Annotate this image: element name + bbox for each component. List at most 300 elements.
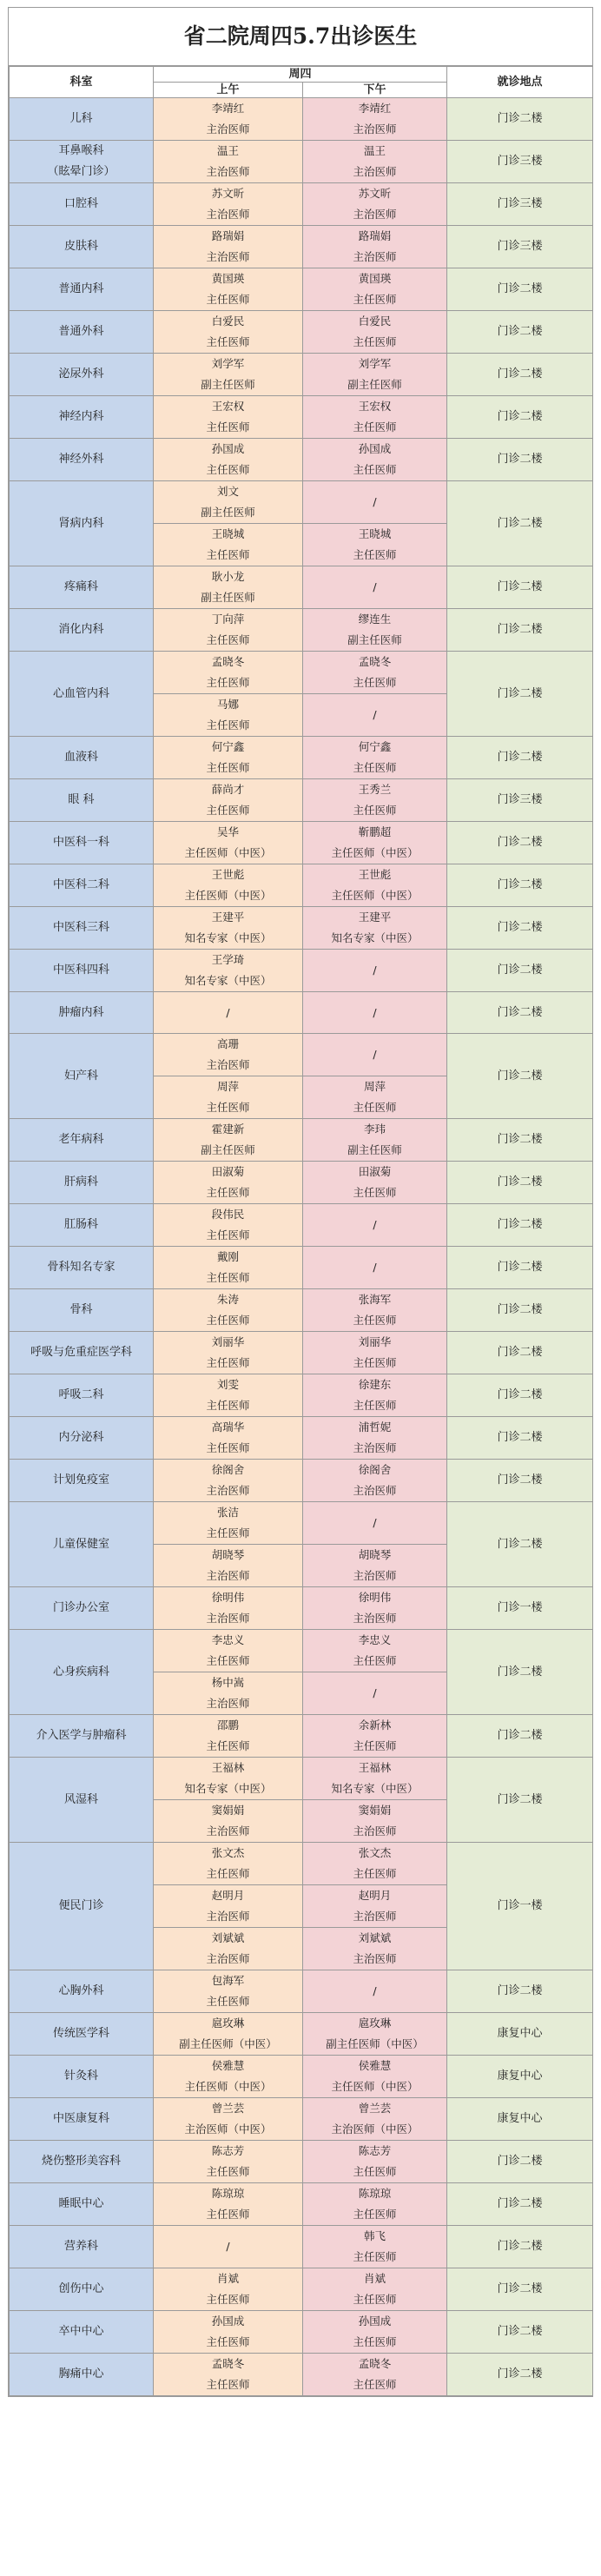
table-row <box>10 2354 593 2396</box>
doctor-title: 副主任医师（中医） <box>326 2037 424 2050</box>
doctor-name: 朱涛 <box>216 1293 239 1306</box>
dept-cell <box>10 1247 154 1289</box>
doctor-name: 路瑞娟 <box>211 229 245 242</box>
doctor-title: 主治医师 <box>206 1484 250 1497</box>
am-doctor-cell <box>154 822 303 864</box>
dept-cell <box>10 1289 154 1332</box>
doctor-title: 主任医师 <box>206 2378 250 2391</box>
location-cell <box>447 1119 593 1162</box>
doctor-name: 路瑞娟 <box>358 229 392 242</box>
header-pm: 下午 <box>303 83 447 98</box>
pm-doctor-cell <box>303 864 447 907</box>
table-row <box>10 1162 593 1204</box>
table-row <box>10 907 593 950</box>
doctor-name: 刘学军 <box>211 357 245 370</box>
doctor-name: 孟晓冬 <box>358 655 392 668</box>
doctor-title: 主任医师 <box>206 633 250 646</box>
table-row <box>10 396 593 439</box>
doctor-title: 主任医师 <box>206 2335 250 2348</box>
doctor-name: 陈琼琼 <box>211 2187 245 2200</box>
pm-doctor-cell <box>303 1545 447 1587</box>
location-label: 门诊二楼 <box>497 2282 543 2295</box>
pm-doctor-cell <box>303 1162 447 1204</box>
doctor-name: 何宁鑫 <box>358 740 392 753</box>
doctor-name: 徐阁舍 <box>358 1463 392 1476</box>
table-row <box>10 1247 593 1289</box>
am-doctor-cell <box>154 1843 303 1885</box>
doctor-name: 侯雅慧 <box>211 2059 245 2072</box>
dept-label: 呼吸二科 <box>58 1388 104 1401</box>
doctor-title: 主治医师 <box>353 1824 397 1838</box>
doctor-title: 主任医师 <box>206 1101 250 1114</box>
table-row <box>10 1587 593 1630</box>
doctor-name: 靳鹏超 <box>358 825 392 838</box>
location-label: 门诊二楼 <box>497 410 543 423</box>
doctor-title: 主任医师 <box>206 421 250 434</box>
dept-label: 中医康复科 <box>52 2112 109 2125</box>
doctor-title: 主任医师 <box>353 2208 397 2221</box>
location-label: 门诊二楼 <box>497 1431 543 1444</box>
dept-cell <box>10 864 154 907</box>
location-label: 门诊二楼 <box>497 623 543 636</box>
am-doctor-cell <box>154 1247 303 1289</box>
dept-cell <box>10 566 154 609</box>
location-cell <box>447 950 593 992</box>
doctor-title: 主任医师 <box>353 548 397 561</box>
dept-label: 胸痛中心 <box>58 2367 104 2381</box>
am-doctor-cell <box>154 779 303 822</box>
doctor-title: 主任医师 <box>206 761 250 774</box>
doctor-title: 知名专家（中医） <box>331 931 419 944</box>
schedule-table <box>9 66 593 2396</box>
doctor-name: 胡晓琴 <box>211 1548 245 1561</box>
location-label: 门诊三楼 <box>497 197 543 210</box>
doctor-title: 主治医师（中医） <box>331 2122 419 2136</box>
doctor-name: 浦哲妮 <box>358 1420 392 1434</box>
doctor-name: 黄国瑛 <box>358 272 392 285</box>
dept-label: 心身疾病科 <box>52 1665 109 1679</box>
dept-cell <box>10 1587 154 1630</box>
doctor-name: 徐建东 <box>358 1378 392 1391</box>
doctor-name: / <box>373 1516 377 1529</box>
location-label: 门诊三楼 <box>497 793 543 806</box>
table-row <box>10 1119 593 1162</box>
header-am: 上午 <box>154 83 303 98</box>
doctor-name: 王建平 <box>358 911 392 924</box>
location-cell <box>447 396 593 439</box>
table-row <box>10 2311 593 2354</box>
location-label: 门诊一楼 <box>497 1899 543 1912</box>
dept-cell <box>10 2056 154 2098</box>
am-doctor-cell <box>154 2141 303 2183</box>
doctor-name: 耿小龙 <box>211 570 245 583</box>
doctor-title: 主任医师 <box>206 2293 250 2306</box>
doctor-title: 主任医师 <box>353 1101 397 1114</box>
table-row <box>10 737 593 779</box>
location-label: 门诊二楼 <box>497 1729 543 1742</box>
table-row <box>10 1034 593 1076</box>
doctor-name: 扈玫琳 <box>211 2016 245 2030</box>
doctor-title: 主任医师（中医） <box>331 889 419 902</box>
doctor-name: 窦娟娟 <box>211 1804 245 1817</box>
dept-label: 针灸科 <box>63 2069 98 2083</box>
am-doctor-cell <box>154 737 303 779</box>
doctor-name: 孟晓冬 <box>211 655 245 668</box>
location-label: 门诊二楼 <box>497 1473 543 1487</box>
location-label: 门诊二楼 <box>497 1792 543 1806</box>
dept-cell <box>10 1119 154 1162</box>
doctor-title: 主治医师 <box>353 1910 397 1923</box>
dept-cell <box>10 481 154 566</box>
dept-label: 儿科 <box>69 112 93 125</box>
dept-label: 中医科一科 <box>52 836 109 849</box>
dept-cell <box>10 2141 154 2183</box>
doctor-name: 白爱民 <box>211 315 245 328</box>
dept-cell <box>10 652 154 737</box>
am-doctor-cell <box>154 2354 303 2396</box>
location-label: 门诊二楼 <box>497 2155 543 2168</box>
doctor-name: 苏文昕 <box>358 187 392 200</box>
am-doctor-cell <box>154 1630 303 1672</box>
dept-label: 风湿科 <box>63 1792 98 1806</box>
location-cell <box>447 1715 593 1758</box>
pm-doctor-cell <box>303 2311 447 2354</box>
doctor-title: 知名专家（中医） <box>184 931 272 944</box>
am-doctor-cell <box>154 2226 303 2268</box>
am-doctor-cell <box>154 439 303 481</box>
doctor-name: 丁向萍 <box>211 613 245 626</box>
doctor-name: 张海军 <box>358 1293 392 1306</box>
table-row <box>10 1460 593 1502</box>
dept-label: 卒中中心 <box>58 2325 104 2338</box>
pm-doctor-cell <box>303 268 447 311</box>
doctor-title: 主任医师 <box>353 1739 397 1752</box>
doctor-name: / <box>373 1686 377 1699</box>
dept-label: 普通外科 <box>58 325 104 338</box>
pm-doctor-cell <box>303 779 447 822</box>
doctor-name: 孟晓冬 <box>358 2357 392 2370</box>
doctor-name: 肖斌 <box>216 2272 239 2285</box>
doctor-title: 主治医师 <box>353 1441 397 1454</box>
doctor-title: 主任医师（中医） <box>184 846 272 859</box>
doctor-name: 王福林 <box>211 1761 245 1774</box>
table-row <box>10 439 593 481</box>
doctor-name: 温王 <box>364 144 386 157</box>
am-doctor-cell <box>154 2268 303 2311</box>
table-row <box>10 1289 593 1332</box>
doctor-name: 邵鹏 <box>216 1718 239 1732</box>
doctor-title: 主治医师 <box>353 250 397 263</box>
location-cell <box>447 737 593 779</box>
doctor-title: 主治医师 <box>206 1569 250 1582</box>
location-cell <box>447 1587 593 1630</box>
am-doctor-cell <box>154 354 303 396</box>
doctor-title: 主任医师（中医） <box>184 2080 272 2093</box>
table-row <box>10 950 593 992</box>
location-label: 门诊二楼 <box>497 1388 543 1401</box>
doctor-title: 主任医师 <box>353 1867 397 1880</box>
pm-doctor-cell <box>303 992 447 1034</box>
dept-cell <box>10 907 154 950</box>
doctor-title: 主任医师 <box>353 2378 397 2391</box>
doctor-name: 韩飞 <box>364 2229 386 2242</box>
doctor-name: / <box>373 580 377 593</box>
doctor-title: 副主任医师 <box>201 506 255 519</box>
dept-label: 睡眠中心 <box>58 2197 104 2210</box>
location-cell <box>447 1034 593 1119</box>
am-doctor-cell <box>154 1332 303 1374</box>
doctor-name: 陈志芳 <box>211 2144 245 2157</box>
doctor-name: 曾兰芸 <box>211 2102 245 2115</box>
location-label: 门诊二楼 <box>497 516 543 530</box>
doctor-name: 侯雅慧 <box>358 2059 392 2072</box>
doctor-title: 主治医师 <box>206 208 250 221</box>
doctor-name: 高珊 <box>216 1037 239 1050</box>
location-cell <box>447 1843 593 1970</box>
doctor-title: 主任医师 <box>353 804 397 817</box>
doctor-title: 主任医师 <box>206 1995 250 2008</box>
am-doctor-cell <box>154 1162 303 1204</box>
pm-doctor-cell <box>303 1204 447 1247</box>
pm-doctor-cell <box>303 2268 447 2311</box>
dept-cell <box>10 1332 154 1374</box>
doctor-name: 刘雯 <box>216 1378 239 1391</box>
doctor-title: 主任医师 <box>206 1314 250 1327</box>
location-label: 门诊二楼 <box>497 1069 543 1083</box>
pm-doctor-cell <box>303 1885 447 1928</box>
table-row <box>10 609 593 652</box>
location-label: 门诊二楼 <box>497 2325 543 2338</box>
table-row <box>10 2056 593 2098</box>
table-row <box>10 2098 593 2141</box>
doctor-name: 李靖红 <box>358 102 392 115</box>
pm-doctor-cell <box>303 1758 447 1800</box>
doctor-name: 刘斌斌 <box>211 1931 245 1944</box>
pm-doctor-cell <box>303 2056 447 2098</box>
schedule-body <box>10 98 593 2396</box>
location-label: 门诊二楼 <box>497 112 543 125</box>
doctor-title: 主任医师 <box>206 1867 250 1880</box>
table-row <box>10 822 593 864</box>
pm-doctor-cell <box>303 183 447 226</box>
doctor-name: 周萍 <box>216 1080 239 1093</box>
location-cell <box>447 1758 593 1843</box>
dept-label: 泌尿外科 <box>58 368 104 381</box>
location-label: 门诊二楼 <box>497 1133 543 1146</box>
table-row <box>10 2183 593 2226</box>
location-label: 门诊三楼 <box>497 240 543 253</box>
doctor-title: 知名专家（中医） <box>184 974 272 987</box>
doctor-title: 副主任医师（中医） <box>179 2037 277 2050</box>
dept-label: 血液科 <box>63 751 98 764</box>
doctor-name: / <box>226 2240 230 2253</box>
pm-doctor-cell <box>303 1332 447 1374</box>
doctor-title: 主任医师 <box>206 548 250 561</box>
dept-cell <box>10 1162 154 1204</box>
doctor-title: 副主任医师 <box>201 591 255 604</box>
am-doctor-cell <box>154 1204 303 1247</box>
dept-cell <box>10 1374 154 1417</box>
doctor-name: 戴刚 <box>216 1250 239 1263</box>
doctor-name: 孙国成 <box>358 2314 392 2328</box>
am-doctor-cell <box>154 481 303 524</box>
doctor-title: 主任医师 <box>206 1228 250 1242</box>
am-doctor-cell <box>154 183 303 226</box>
pm-doctor-cell <box>303 396 447 439</box>
location-cell <box>447 2013 593 2056</box>
dept-label: （眩晕门诊） <box>47 165 116 178</box>
am-doctor-cell <box>154 1758 303 1800</box>
doctor-name: 徐明伟 <box>358 1591 392 1604</box>
pm-doctor-cell <box>303 1289 447 1332</box>
doctor-title: 主治医师 <box>353 1612 397 1625</box>
table-row <box>10 1843 593 1885</box>
pm-doctor-cell <box>303 737 447 779</box>
location-label: 门诊二楼 <box>497 2367 543 2381</box>
table-row <box>10 864 593 907</box>
doctor-name: 杨中嵩 <box>211 1676 245 1689</box>
location-cell <box>447 2141 593 2183</box>
location-label: 门诊二楼 <box>497 325 543 338</box>
pm-doctor-cell <box>303 652 447 694</box>
pm-doctor-cell <box>303 1800 447 1843</box>
table-row <box>10 141 593 183</box>
pm-doctor-cell <box>303 1502 447 1545</box>
location-label: 门诊三楼 <box>497 155 543 168</box>
doctor-name: 缪连生 <box>358 613 392 626</box>
table-row <box>10 354 593 396</box>
doctor-name: / <box>373 1984 377 1997</box>
dept-label: 便民门诊 <box>58 1899 104 1912</box>
schedule-sheet <box>8 7 593 2397</box>
location-cell <box>447 2354 593 2396</box>
location-label: 门诊二楼 <box>497 1261 543 1274</box>
pm-doctor-cell <box>303 1460 447 1502</box>
table-row <box>10 1970 593 2013</box>
pm-doctor-cell <box>303 1034 447 1076</box>
pm-doctor-cell <box>303 2354 447 2396</box>
table-row <box>10 2268 593 2311</box>
doctor-title: 主任医师 <box>206 1526 250 1540</box>
location-cell <box>447 2311 593 2354</box>
doctor-name: 王学琦 <box>211 953 245 966</box>
doctor-title: 主治医师 <box>206 165 250 178</box>
am-doctor-cell <box>154 1460 303 1502</box>
table-row <box>10 311 593 354</box>
doctor-name: 徐明伟 <box>211 1591 245 1604</box>
doctor-name: / <box>373 1261 377 1274</box>
doctor-name: 王福林 <box>358 1761 392 1774</box>
dept-label: 肿瘤内科 <box>58 1005 104 1019</box>
doctor-name: 曾兰芸 <box>358 2102 392 2115</box>
doctor-name: 王宏权 <box>211 400 245 413</box>
doctor-name: 田淑菊 <box>211 1165 245 1178</box>
table-row <box>10 1758 593 1800</box>
doctor-name: 刘文 <box>216 485 239 498</box>
doctor-title: 主治医师（中医） <box>184 2122 272 2136</box>
location-label: 门诊二楼 <box>497 1175 543 1189</box>
doctor-name: 高瑞华 <box>211 1420 245 1434</box>
doctor-name: 周萍 <box>364 1080 386 1093</box>
dept-cell <box>10 2013 154 2056</box>
am-doctor-cell <box>154 2311 303 2354</box>
header-location: 就诊地点 <box>447 67 593 98</box>
dept-cell <box>10 1204 154 1247</box>
doctor-title: 主治医师 <box>353 165 397 178</box>
table-row <box>10 1630 593 1672</box>
doctor-name: 王世彪 <box>358 868 392 881</box>
doctor-title: 主任医师 <box>353 2250 397 2263</box>
location-cell <box>447 652 593 737</box>
doctor-name: 李玮 <box>364 1122 386 1136</box>
doctor-name: 赵明月 <box>358 1889 392 1902</box>
doctor-title: 主任医师 <box>206 718 250 732</box>
pm-doctor-cell <box>303 1119 447 1162</box>
am-doctor-cell <box>154 694 303 737</box>
doctor-title: 副主任医师 <box>347 378 402 391</box>
doctor-title: 主任医师 <box>206 1186 250 1199</box>
table-row <box>10 779 593 822</box>
location-cell <box>447 566 593 609</box>
table-row <box>10 226 593 268</box>
table-row <box>10 1417 593 1460</box>
pm-doctor-cell <box>303 609 447 652</box>
doctor-title: 主任医师 <box>206 1441 250 1454</box>
am-doctor-cell <box>154 1885 303 1928</box>
pm-doctor-cell <box>303 1928 447 1970</box>
location-cell <box>447 992 593 1034</box>
am-doctor-cell <box>154 950 303 992</box>
doctor-title: 主任医师 <box>206 676 250 689</box>
doctor-title: 主任医师 <box>353 1186 397 1199</box>
table-row <box>10 992 593 1034</box>
doctor-name: 窦娟娟 <box>358 1804 392 1817</box>
page-title: 省二院周四5.7出诊医生 <box>9 8 592 66</box>
am-doctor-cell <box>154 566 303 609</box>
dept-label: 骨科 <box>69 1303 93 1316</box>
pm-doctor-cell <box>303 566 447 609</box>
doctor-name: 刘丽华 <box>211 1335 245 1348</box>
location-label: 门诊二楼 <box>497 1218 543 1231</box>
doctor-name: 马娜 <box>216 698 239 711</box>
location-cell <box>447 1162 593 1204</box>
doctor-title: 主任医师 <box>353 1399 397 1412</box>
doctor-title: 主任医师 <box>353 2293 397 2306</box>
am-doctor-cell <box>154 2056 303 2098</box>
am-doctor-cell <box>154 1970 303 2013</box>
dept-cell <box>10 992 154 1034</box>
location-label: 门诊二楼 <box>497 836 543 849</box>
pm-doctor-cell <box>303 2226 447 2268</box>
am-doctor-cell <box>154 1545 303 1587</box>
dept-cell <box>10 2098 154 2141</box>
am-doctor-cell <box>154 98 303 141</box>
doctor-name: 刘学军 <box>358 357 392 370</box>
doctor-name: 段伟民 <box>211 1208 245 1221</box>
doctor-title: 主任医师 <box>206 1739 250 1752</box>
am-doctor-cell <box>154 524 303 566</box>
am-doctor-cell <box>154 1034 303 1076</box>
doctor-name: 吴华 <box>216 825 239 838</box>
table-row <box>10 1715 593 1758</box>
dept-cell <box>10 1417 154 1460</box>
doctor-name: 陈琼琼 <box>358 2187 392 2200</box>
doctor-title: 主治医师 <box>353 208 397 221</box>
am-doctor-cell <box>154 1417 303 1460</box>
dept-cell <box>10 2268 154 2311</box>
doctor-name: / <box>373 495 377 508</box>
dept-label: 传统医学科 <box>52 2027 109 2040</box>
